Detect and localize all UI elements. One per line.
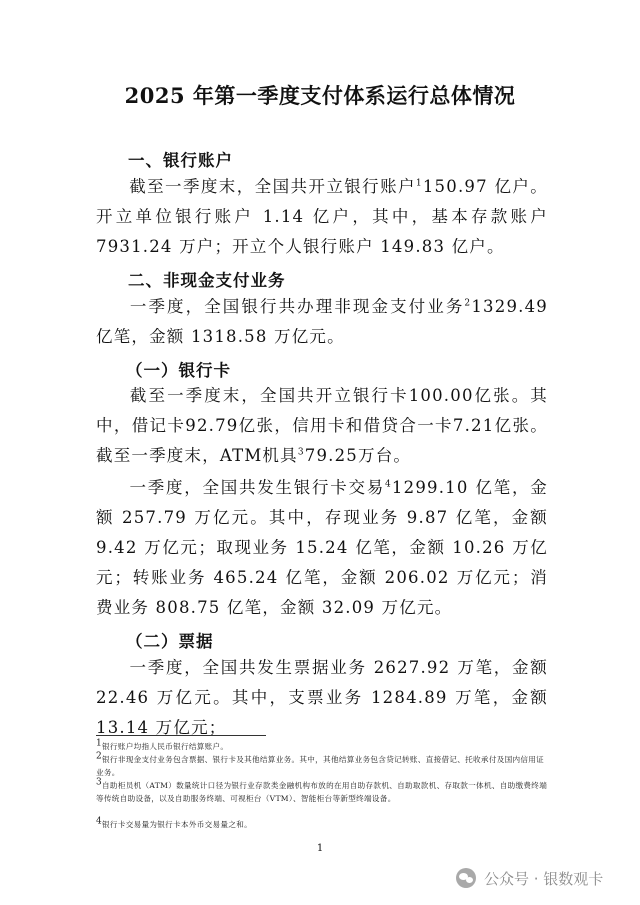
footnote-divider [96,735,266,736]
page-number: 1 [316,843,324,854]
footnote-ref-2[interactable]: 2 [464,298,472,309]
footnote-ref-3[interactable]: 3 [297,447,305,458]
watermark-text: 公众号 · 银数观卡 [484,869,604,888]
footnote-ref-4[interactable]: 4 [384,479,392,490]
section-heading-bank-accounts: 一、银行账户 [128,151,233,170]
footnote-ref-1[interactable]: 1 [415,178,423,189]
paragraph-noncash-payments: 一季度，全国银行共办理非现金支付业务$^2$1329.49 亿笔，金额 1318.58 万亿元。 [96,297,548,346]
footnote-3: $^3$自助柜员机（ATM）数量统计口径为银行业存款类金融机构布放的在用自助存款机、自助取款机、存取款一体机、自助缴费终端等传统自助设备，以及自助服务终端、可视柜台（VTM）、智能柜台等新型终端设备。 [96,777,548,803]
paragraph-bank-cards-count: 截至一季度末，全国共开立银行卡100.00亿张。其中，借记卡92.79亿张，信用卡和借贷合一卡7.21亿张。截至一季度末，ATM机具$^3$79.25万台。 [96,386,548,465]
paragraph-bills: 一季度，全国共发生票据业务 2627.92 万笔，金额 22.46 万亿元。其中，支票业务 1284.89 万笔，金额 13.14 万亿元； [96,658,548,737]
watermark [456,866,603,890]
paragraph-bank-accounts: 截至一季度末，全国共开立银行账户$^1$150.97 亿户。开立单位银行账户 1.14 亿户，其中，基本存款账户 7931.24 万户；开立个人银行账户 149.83 亿户。 [96,177,548,256]
footnote-1: $^1$银行账户均指人民币银行结算账户。 [96,738,229,751]
wechat-icon [456,868,476,888]
subsection-heading-bills: （二）票据 [126,632,214,651]
subsection-heading-bank-cards: （一）银行卡 [126,361,231,380]
document-title: 2025 年第一季度支付体系运行总体情况 [124,83,516,108]
footnote-2: $^2$银行非现金支付业务包含票据、银行卡及其他结算业务。其中，其他结算业务包含贷记转账、直接借记、托收承付及国内信用证业务。 [96,751,545,777]
section-heading-noncash-payments: 二、非现金支付业务 [128,271,286,290]
paragraph-bank-card-transactions: 一季度，全国共发生银行卡交易$^4$1299.10 亿笔，金额 257.79 万亿元。其中，存现业务 9.87 亿笔，金额 9.42 万亿元；取现业务 15.24 亿笔，金额 10.26 万亿元；转账业务 465.24 亿笔，金额 206.02 万亿元；消费业务 808.75 亿笔，金额 32.09 万亿元。 [96,478,548,617]
footnote-4: $^4$银行卡交易量为银行卡本外币交易量之和。 [96,816,253,829]
